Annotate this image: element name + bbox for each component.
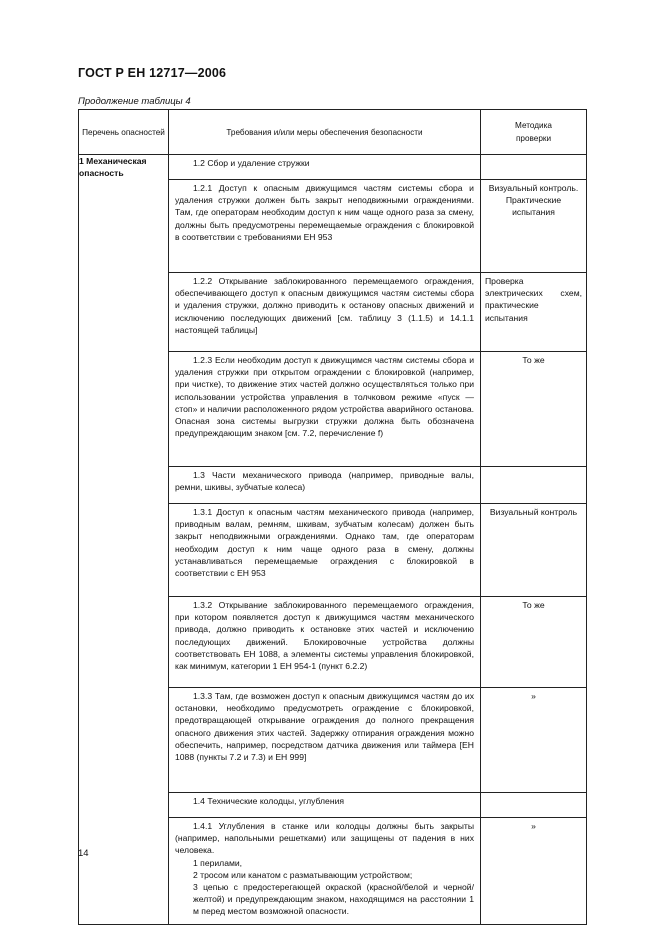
requirement-item: 1.3.2 Открывание заблокированного перемещаемого ограждения, при котором появляется доступ к движущимся частям механического привода, должно приводить к остановке этих частей и исключению последующих движений. Блокировочные устройства должны соответствовать ЕН 1088, а элементы системы управления блокировкой, как минимум, категории 1 ЕН 954-1 (пункт 6.2.2) bbox=[169, 597, 480, 688]
method-item: » bbox=[531, 821, 536, 831]
method-item: Визуальный контроль bbox=[481, 504, 586, 597]
requirements-table bbox=[78, 109, 587, 925]
requirement-item: 1.3.1 Доступ к опасным частям механического привода (например, приводным валам, ремням, шкивам, зубчатым колесам) должен быть закрыт неподвижными ограждениями. Однако там, где операторам необходим доступ к ним чаще одного раза в смену, должны устанавливаться перемещаемые ограждения с блокировкой в соответствии с ЕН 953 bbox=[169, 504, 480, 597]
requirement-item: 1.4.1 Углубления в станке или колодцы должны быть закрыты (например, напольными решетками) или защищены от падения в них человека. 1 перилами, 2 тросом или канатом с разматывающим устройством; 3 цепью с предостерегающей окраской (красной/белой и черной/желтой) и предупреждающим знаком, находящимся на расстоянии 1 м перед местом возможной опасности. bbox=[175, 821, 474, 917]
requirement-item: 1.2.2 Открывание заблокированного перемещаемого ограждения, обеспечивающего доступ к опасным движущимся частям системы сбора и удаления стружки, должно приводить к останову опасных движений и исключению последующих движений [см. таблицу 3 (1.1.5) и 14.1.1 настоящей таблицы] bbox=[169, 273, 480, 352]
document-header: ГОСТ Р ЕН 12717—2006 bbox=[78, 66, 227, 80]
table-caption: Продолжение таблицы 4 bbox=[78, 96, 191, 107]
hazard-label: 1 Механическая опасность bbox=[79, 156, 147, 179]
requirement-item: 1.3 Части механического привода (например, приводные валы, ремни, шкивы, зубчатые колеса) bbox=[169, 467, 480, 504]
table-row bbox=[79, 155, 587, 925]
page-number: 14 bbox=[78, 848, 89, 859]
requirement-item: 1.2.1 Доступ к опасным движущимся частям системы сбора и удаления стружки должен быть закрыт неподвижными ограждениями. Там, где операторам необходим доступ к ним чаще одного раза за смену, должны быть предусмотрены перемещаемые ограждения с блокировкой в соответствии с требованиями ЕН 953 bbox=[169, 180, 480, 273]
list-item: 3 цепью с предостерегающей окраской (красной/белой и черной/желтой) и предупреждающим знаком, находящимся на расстоянии 1 м перед местом возможной опасности. bbox=[193, 882, 474, 917]
method-item: То же bbox=[481, 597, 586, 688]
method-item: Визуальный контроль. Практические испытания bbox=[481, 180, 586, 273]
method-cell bbox=[481, 155, 587, 925]
method-item: Проверка электрических схем, практические испытания bbox=[481, 273, 586, 352]
method-item bbox=[481, 793, 586, 818]
column-header-method: Методика проверки bbox=[481, 110, 587, 155]
requirement-item: 1.4 Технические колодцы, углубления bbox=[169, 793, 480, 818]
list-item: 2 тросом или канатом с разматывающим устройством; bbox=[193, 869, 413, 880]
column-header-hazards: Перечень опасностей bbox=[79, 110, 169, 155]
requirement-item: 1.2.3 Если необходим доступ к движущимся частям системы сбора и удаления стружки при открытом ограждении с блокировкой (например, при чистке), то движение этих частей должно осуществляться только при использовании устройства управления в толчковом режиме «пуск — стоп» и наличии расположенного рядом устройства аварийного останова. Опасная зона системы выгрузки стружки должна быть обозначена предупреждающим знаком [см. 7.2, перечисление f) bbox=[169, 352, 480, 467]
column-header-requirements: Требования и/или меры обеспечения безопасности bbox=[169, 110, 481, 155]
requirement-item: 1.3.3 Там, где возможен доступ к опасным движущимся частям до их остановки, необходимо предусмотреть ограждение с блокировкой, предотвращающей открывание ограждения до полного прекращения опасного движения этих частей. Задержку отпирания ограждения можно обеспечить, например, посредством датчика движения или таймера [ЕН 1088 (пункты 7.2 и 7.3) и ЕН 999] bbox=[169, 688, 480, 793]
method-item: » bbox=[481, 688, 586, 793]
requirements-cell bbox=[169, 155, 481, 925]
table-header-row bbox=[79, 110, 587, 155]
method-item: То же bbox=[481, 352, 586, 467]
method-item bbox=[481, 155, 586, 180]
requirement-item: 1.2 Сбор и удаление стружки bbox=[169, 155, 480, 180]
list-item: 1 перилами, bbox=[193, 857, 243, 868]
hazard-cell bbox=[79, 155, 169, 925]
method-item bbox=[481, 467, 586, 504]
